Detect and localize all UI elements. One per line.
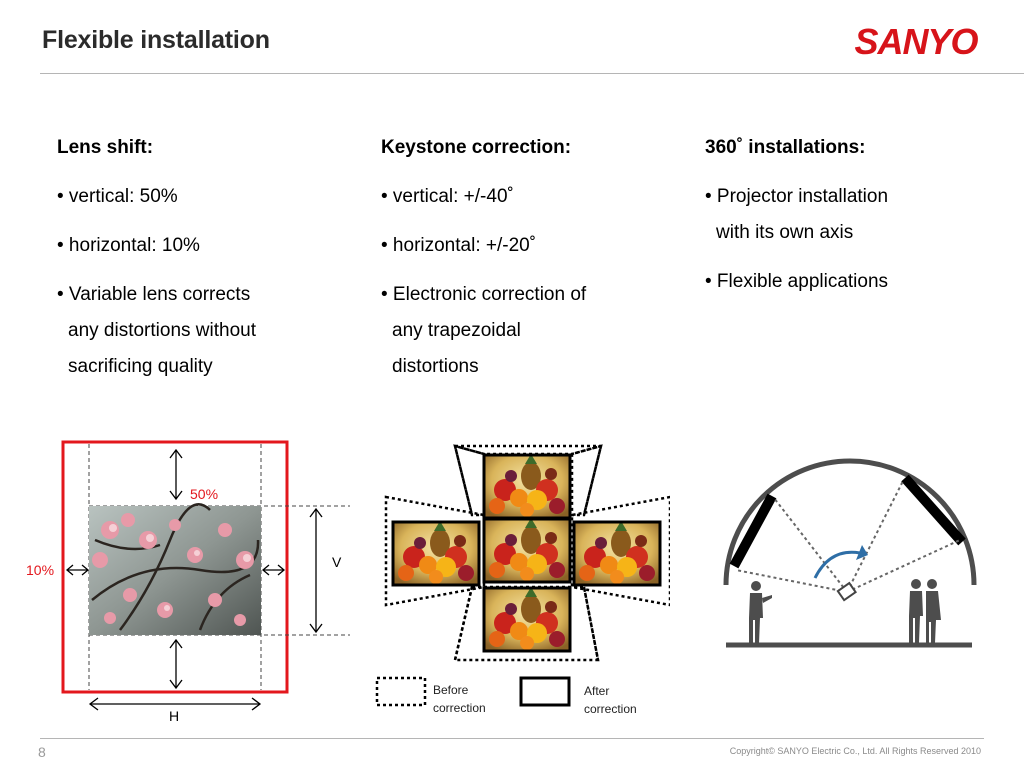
lens-shift-heading: Lens shift: (57, 137, 154, 158)
installations-heading: 360˚ installations: (705, 137, 866, 158)
legend-after-label: After correction (584, 684, 637, 716)
person-right-1-icon (909, 579, 923, 643)
sanyo-logo (846, 21, 986, 63)
lens-shift-column (57, 130, 357, 398)
h-label: H (169, 708, 180, 724)
keystone-diagram (370, 440, 670, 720)
person-right-2-icon (926, 579, 941, 643)
svg-text:SANYO: SANYO (854, 21, 978, 62)
installations-column (705, 130, 1005, 313)
keystone-vertical: • vertical: +/-40˚ (381, 186, 514, 207)
installations-flexible: • Flexible applications (705, 271, 889, 292)
lens-shift-variable-lens: • Variable lens corrects any distortions without sacrificing quality (57, 284, 256, 377)
keystone-heading: Keystone correction: (381, 137, 572, 158)
legend-after-swatch (521, 678, 569, 705)
keystone-electronic: • Electronic correction of any trapezoidal distortions (381, 284, 587, 377)
legend-before-swatch (377, 678, 425, 705)
vertical-shift-label: 50% (190, 486, 219, 502)
fruit-image-center (485, 518, 569, 581)
legend-before-label: Before correction (433, 683, 486, 715)
fruit-image-bottom (485, 587, 569, 650)
page-number: 8 (38, 744, 46, 760)
keystone-column (381, 130, 681, 398)
installations-projector-axis: • Projector installation with its own axis (705, 186, 889, 243)
dome-arc (726, 461, 974, 585)
header-divider (40, 73, 1024, 74)
copyright-notice: Copyright© SANYO Electric Co., Ltd. All Rights Reserved 2010 (729, 746, 981, 756)
horizontal-shift-label: 10% (26, 562, 55, 578)
lens-shift-vertical: • vertical: 50% (57, 186, 178, 207)
lens-shift-diagram (0, 430, 370, 730)
fruit-image-right (575, 521, 659, 584)
person-left-icon (749, 581, 772, 644)
fruit-image-left (394, 521, 478, 584)
blossom-photo (89, 504, 261, 635)
installation-360-diagram (715, 450, 990, 655)
rotation-arrow (815, 552, 860, 578)
footer-divider (40, 738, 984, 739)
v-label: V (332, 554, 342, 570)
keystone-horizontal: • horizontal: +/-20˚ (381, 235, 537, 256)
slide-title: Flexible installation (42, 26, 270, 54)
fruit-image-top (485, 454, 569, 517)
screen-right (905, 478, 962, 542)
lens-shift-horizontal: • horizontal: 10% (57, 235, 200, 256)
projector-icon (838, 583, 856, 600)
